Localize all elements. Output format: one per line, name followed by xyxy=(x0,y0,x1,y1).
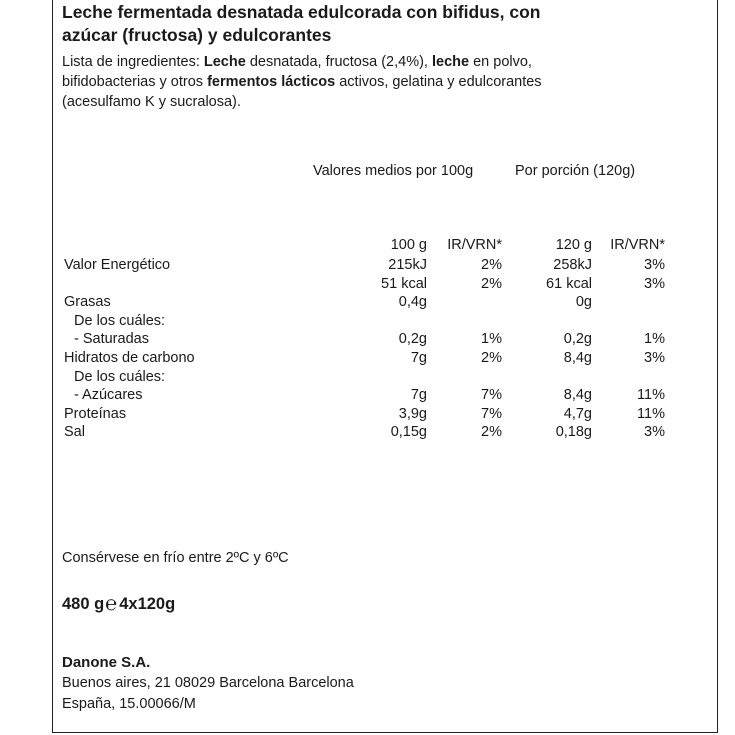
nutrient-label: - Saturadas xyxy=(74,331,149,348)
nutrient-value-c4: 3% xyxy=(644,350,665,366)
ingredients-line-2: bifidobacterias y otros fermentos lácticos activos, gelatina y edulcorantes xyxy=(62,74,542,90)
nutrient-value-c2: 2% xyxy=(481,257,502,273)
subheader-ir-100g: IR/VRN* xyxy=(447,237,502,253)
estimated-sign-icon: ℮ xyxy=(105,593,118,615)
subheader-ir-120g: IR/VRN* xyxy=(610,237,665,253)
nutrient-value-c3: 258kJ xyxy=(553,257,592,273)
ingredients-line-3: (acesulfamo K y sucralosa). xyxy=(62,94,241,110)
nutrient-value-c3: 0,2g xyxy=(563,331,592,348)
nutrient-value-c3: 8,4g xyxy=(563,350,592,366)
nutrient-value-c4: 11% xyxy=(637,405,665,422)
nutrient-value-c1: 215kJ xyxy=(388,257,427,273)
subheader-120g: 120 g xyxy=(555,237,592,253)
ingredients-line-1: Lista de ingredientes: Leche desnatada, fructosa (2,4%), leche en polvo, xyxy=(62,54,532,70)
nutrient-value-c3: 4,7g xyxy=(563,405,592,422)
nutrient-value-c1: 7g xyxy=(410,387,427,404)
nutrient-value-c1: 0,2g xyxy=(398,331,427,348)
nutrient-value-c1: 7g xyxy=(410,350,427,366)
nutrient-value-c2: 7% xyxy=(481,387,502,404)
nutrient-value-c4: 11% xyxy=(637,387,665,404)
header-per-portion: Por porción (120g) xyxy=(515,163,636,179)
company-address: Buenos aires, 21 08029 Barcelona Barcelona xyxy=(62,675,354,691)
company-country: España, 15.00066/M xyxy=(62,696,196,712)
nutrient-value-c2: 1% xyxy=(481,331,502,348)
nutrient-value-c4: 3% xyxy=(644,275,665,292)
nutrient-label: Hidratos de carbono xyxy=(64,350,195,366)
nutrient-value-c3: 0g xyxy=(575,294,592,311)
nutrient-label: Sal xyxy=(64,424,85,441)
nutrient-value-c2: 2% xyxy=(481,275,502,292)
company-name: Danone S.A. xyxy=(62,654,151,671)
nutrient-value-c3: 0,18g xyxy=(555,424,592,441)
nutrient-label: De los cuáles: xyxy=(74,312,166,329)
nutrient-value-c2: 2% xyxy=(481,350,502,366)
nutrient-label: De los cuáles: xyxy=(74,368,166,385)
nutrient-value-c2: 7% xyxy=(481,405,502,422)
nutrient-value-c1: 0,15g xyxy=(390,424,427,441)
storage-instructions: Consérvese en frío entre 2ºC y 6ºC xyxy=(62,550,289,566)
nutrient-value-c4: 1% xyxy=(644,331,665,348)
nutrient-label: Valor Energético xyxy=(64,257,171,273)
nutrient-value-c2: 2% xyxy=(481,424,502,441)
header-per-100g: Valores medios por 100g xyxy=(313,163,474,179)
nutrient-value-c3: 61 kcal xyxy=(546,275,592,292)
nutrient-value-c4: 3% xyxy=(644,424,665,441)
nutrient-value-c1: 0,4g xyxy=(398,294,427,311)
nutrient-label: Grasas xyxy=(64,294,111,311)
nutrient-value-c1: 51 kcal xyxy=(381,275,427,292)
nutrient-label: Proteínas xyxy=(64,405,127,422)
product-title-line-2: azúcar (fructosa) y edulcorantes xyxy=(62,25,332,45)
subheader-100g: 100 g xyxy=(390,237,427,253)
nutrient-value-c4: 3% xyxy=(644,257,665,273)
nutrient-label: - Azúcares xyxy=(74,387,143,404)
nutrient-value-c1: 3,9g xyxy=(398,405,427,422)
product-title-line-1: Leche fermentada desnatada edulcorada con bifidus, con xyxy=(62,2,541,22)
nutrient-value-c3: 8,4g xyxy=(563,387,592,404)
net-weight: 480 g℮ 4x120g xyxy=(62,593,176,615)
